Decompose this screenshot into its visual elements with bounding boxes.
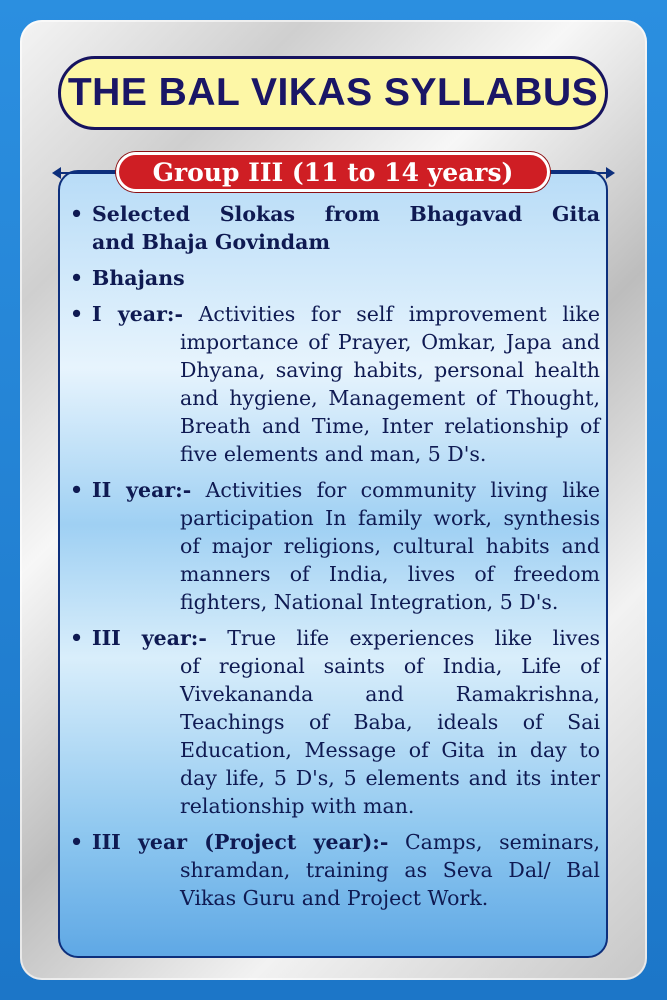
list-item-year-3: [70, 624, 600, 820]
item-first-line: [92, 828, 600, 856]
syllabus-list: [70, 200, 600, 920]
bullet-icon: •: [70, 626, 84, 650]
page-title: THE BAL VIKAS SYLLABUS: [67, 71, 599, 114]
arrow-left-icon: [52, 167, 61, 179]
group-badge: [116, 152, 550, 192]
list-item-year-1: [70, 300, 600, 468]
item-description: participation In family work, synthesis of major religions, cultural habits and manners of India, lives of freedom fighters, National Integration, 5 D's.: [180, 506, 600, 614]
list-item-bhajans: [70, 264, 600, 292]
item-first-line: [92, 300, 600, 328]
connector-line-left: [60, 172, 118, 174]
title-banner: [58, 56, 608, 130]
item-description: importance of Prayer, Omkar, Japa and Dhyana, saving habits, personal health and hygiene, Management of Thought, Breath and Time, Inter relationship of five elements and man, 5 D's.: [180, 330, 600, 466]
item-text: Activities for self improvement like: [182, 302, 600, 326]
bullet-icon: •: [70, 302, 84, 326]
list-item-slokas: [70, 200, 600, 256]
bullet-icon: •: [70, 202, 84, 226]
item-text: True life experiences like lives: [206, 626, 600, 650]
list-item-project-year: [70, 828, 600, 912]
item-text: Camps, seminars,: [388, 830, 600, 854]
connector-line-right: [548, 172, 606, 174]
group-label: Group III (11 to 14 years): [152, 157, 514, 187]
bullet-icon: •: [70, 478, 84, 502]
item-first-line: [92, 476, 600, 504]
bullet-icon: •: [70, 266, 84, 290]
item-label-continued: and Bhaja Govindam: [92, 230, 331, 254]
item-description: of regional saints of India, Life of Vivekananda and Ramakrishna, Teachings of Baba, ideals of Sai Education, Message of Gita in day to day life, 5 D's, 5 elements and its inter relationship with man.: [180, 654, 600, 818]
item-label: Selected Slokas from Bhagavad Gita: [92, 202, 600, 226]
arrow-right-icon: [606, 167, 615, 179]
item-first-line: [92, 624, 600, 652]
item-text: Activities for community living like: [191, 478, 601, 502]
item-label: I year:-: [92, 302, 183, 326]
list-item-year-2: [70, 476, 600, 616]
item-label: II year:-: [92, 478, 192, 502]
item-label: Bhajans: [92, 266, 185, 290]
item-label: III year:-: [92, 626, 207, 650]
item-description: shramdan, training as Seva Dal/ Bal Vikas Guru and Project Work.: [180, 858, 600, 910]
bullet-icon: •: [70, 830, 84, 854]
item-label: III year (Project year):-: [92, 830, 389, 854]
